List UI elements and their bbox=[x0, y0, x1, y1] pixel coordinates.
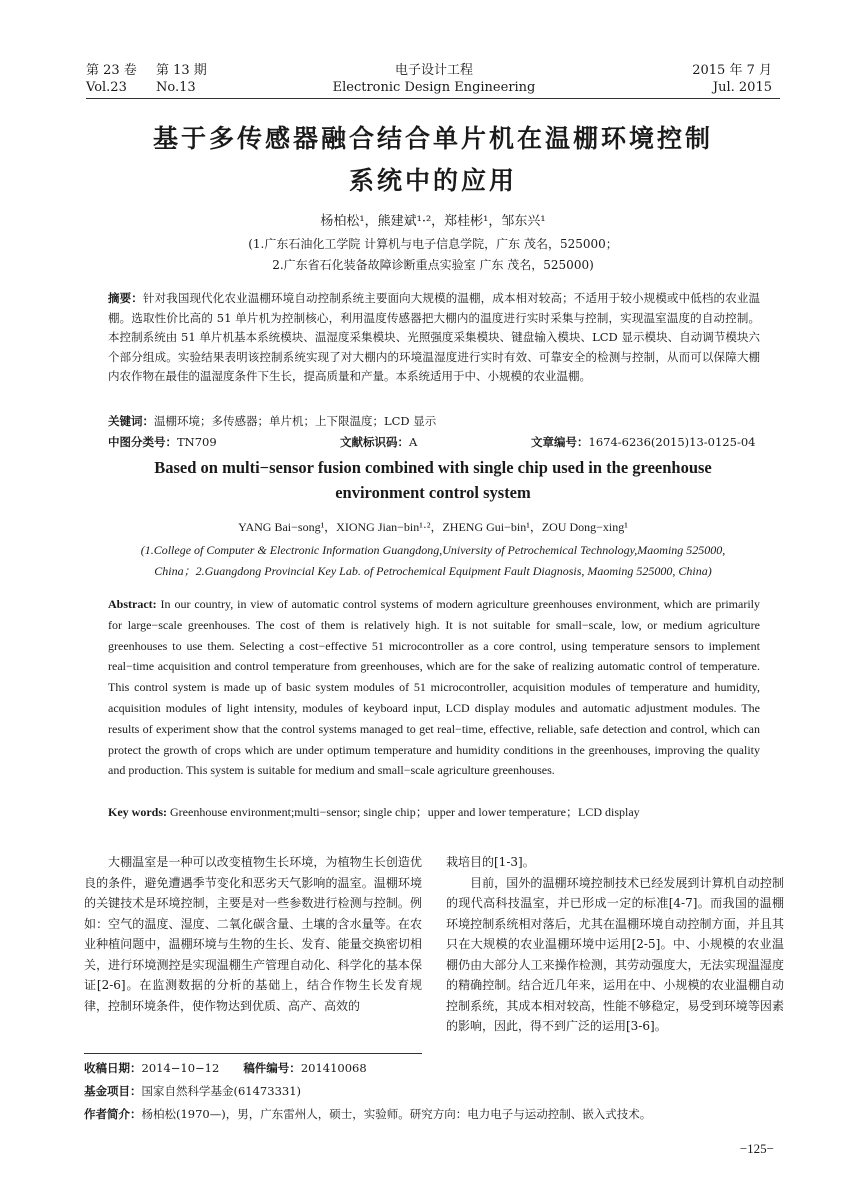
title-cn-line2: 系统中的应用 bbox=[348, 166, 517, 195]
journal-date bbox=[692, 62, 772, 96]
date-en: Jul. 2015 bbox=[712, 80, 772, 95]
body-column-right bbox=[446, 852, 784, 1037]
page-number: −125− bbox=[739, 1141, 774, 1156]
keywords-en-label: Key words: bbox=[108, 805, 167, 819]
bio-label: 作者简介： bbox=[84, 1107, 142, 1121]
journal-name-en: Electronic Design Engineering bbox=[332, 80, 536, 95]
title-cn-line1: 基于多传感器融合结合单片机在温棚环境控制 bbox=[152, 124, 713, 153]
title-en-line1: Based on multi−sensor fusion combined with single chip used in the greenhouse bbox=[154, 458, 712, 477]
paper-title-cn bbox=[86, 118, 780, 202]
journal-volume-issue bbox=[86, 62, 207, 96]
author-bio bbox=[84, 1104, 784, 1125]
volume-cn: 第 23 卷 bbox=[86, 63, 137, 78]
affiliation-en-line2: China；2.Guangdong Provincial Key Lab. of Petrochemical Equipment Fault Diagnosis, Maoming 525000, China) bbox=[154, 564, 712, 578]
keywords-en bbox=[108, 803, 640, 820]
clc-label: 中图分类号： bbox=[108, 435, 177, 449]
title-en-line2: environment control system bbox=[335, 483, 531, 502]
received-date: 2014−10−12 bbox=[141, 1061, 220, 1075]
affiliation-en-line1: (1.College of Computer & Electronic Information Guangdong,University of Petrochemical Technology,Maoming 525000, bbox=[140, 543, 726, 557]
affiliations-cn bbox=[86, 234, 780, 276]
body-paragraph: 大棚温室是一种可以改变植物生长环境，为植物生长创造优良的条件，避免遭遇季节变化和恶劣天气影响的温室。温棚环境的关键技术是环境控制，主要是对一些参数进行检测与控制。例如：空气的温度、湿度、二氧化碳含量、土壤的含水量等。在农业种植问题中，温棚环境与生物的生长、发育、能量交换密切相关，进行环境测控是实现温棚生产管理自动化、科学化的基本保证[2-6]。在监测数据的分析的基础上，结合作物生长发育规律，控制环境条件，使作物达到优质、高产、高效的 bbox=[84, 855, 422, 1013]
body-paragraph: 目前，国外的温棚环境控制技术已经发展到计算机自动控制的现代高科技温室，并已形成一定的标准[4-7]。而我国的温棚环境控制系统相对落后，尤其在温棚环境自动控制方面，并且其只在大规模的农业温棚环境中运用[2-5]。中、小规模的农业温棚仍由大部分人工来操作检测，其劳动强度大，无法实现温湿度的精确控制。结合近几年来，运用在中、小规模的农业温棚自动控制系统，其成本相对较高，性能不够稳定，易受到环境等因素的影响，因此，得不到广泛的运用[3-6]。 bbox=[446, 875, 784, 1033]
article-label: 文章编号： bbox=[531, 435, 589, 449]
issue-cn: 第 13 期 bbox=[156, 63, 207, 78]
abstract-cn-label: 摘要： bbox=[108, 291, 143, 305]
received-info bbox=[84, 1058, 367, 1079]
volume-en: Vol.23 bbox=[86, 80, 127, 95]
fund-label: 基金项目： bbox=[84, 1084, 142, 1098]
doc-code bbox=[340, 434, 417, 450]
keywords-en-text: Greenhouse environment;multi−sensor; single chip；upper and lower temperature；LCD display bbox=[167, 805, 640, 819]
clc-value: TN709 bbox=[177, 435, 217, 449]
received-label: 收稿日期： bbox=[84, 1061, 142, 1075]
affiliations-en bbox=[86, 540, 780, 582]
manuscript-number: 201410068 bbox=[300, 1061, 367, 1075]
fund-value: 国家自然科学基金(61473331) bbox=[141, 1084, 302, 1098]
date-cn: 2015 年 7 月 bbox=[692, 63, 772, 78]
fund-info bbox=[84, 1081, 301, 1102]
keywords-cn-text: 温棚环境；多传感器；单片机；上下限温度；LCD 显示 bbox=[154, 414, 437, 428]
abstract-en bbox=[108, 594, 760, 781]
keywords-cn-label: 关键词： bbox=[108, 414, 154, 428]
footnote-rule bbox=[84, 1053, 422, 1054]
article-number bbox=[531, 434, 755, 450]
affiliation-cn-line2: 2.广东省石化装备故障诊断重点实验室 广东 茂名，525000) bbox=[272, 258, 594, 272]
authors-en: YANG Bai−song¹，XIONG Jian−bin¹·²，ZHENG Gui−bin¹，ZOU Dong−xing¹ bbox=[238, 520, 628, 534]
abstract-cn-text: 针对我国现代化农业温棚环境自动控制系统主要面向大规模的温棚，成本相对较高；不适用于较小规模或中低档的农业温棚。选取性价比高的 51 单片机为控制核心，利用温度传感器把大棚内的温度进行实时采集与控制，实现温室温度的自动控制。本控制系统由 51 单片机基本系统模块、温湿度采集模块、光照强度采集模块、键盘输入模块、LCD 显示模块、自动调节模块六个部分组成。实验结果表明该控制系统实现了对大棚内的环境温湿度进行实时有效、可靠安全的检测与控制，从而可以保障大棚内农作物在最佳的温湿度条件下生长，提高质量和产量。本系统适用于中、小规模的农业温棚。 bbox=[108, 291, 760, 383]
abstract-en-text: In our country, in view of automatic control systems of modern agriculture greenhouses environment, which are primarily for large−scale greenhouses. The cost of them is relatively high. It is not suitable for small−scale, low, or medium agriculture greenhouses to use them. Selecting a cost−effective 51 microcontroller as a core control, using temperature sensors to implement real−time acquisition and control temperature from greenhouses, which are for the sake of realizing automatic control of temperature. This control system is made up of basic system modules of 51 microcontroller, acquisition modules of temperature and humidity, acquisition modules of light intensity, modules of keyboard input, LCD display modules and automatic adjustment modules. The results of experiment show that the control systems managed to get real−time, effective, reliable, safe detection and control, which can protect the growth of crops which are under optimum temperature and humidity conditions in the greenhouses, improving the quality and production. This system is suitable for medium and small−scale agriculture greenhouses. bbox=[108, 597, 760, 778]
doc-value: A bbox=[409, 435, 418, 449]
journal-name bbox=[300, 62, 568, 96]
article-value: 1674-6236(2015)13-0125-04 bbox=[588, 435, 756, 449]
journal-name-cn: 电子设计工程 bbox=[394, 63, 473, 78]
abstract-en-label: Abstract: bbox=[108, 597, 157, 611]
abstract-cn bbox=[108, 289, 760, 387]
bio-value: 杨柏松(1970—)，男，广东雷州人，硕士，实验师。研究方向：电力电子与运动控制、嵌入式技术。 bbox=[141, 1107, 652, 1121]
body-column-left bbox=[84, 852, 422, 1016]
manuscript-label: 稿件编号： bbox=[243, 1061, 301, 1075]
issue-en: No.13 bbox=[156, 80, 196, 95]
clc-number bbox=[108, 434, 217, 450]
paper-title-en bbox=[86, 455, 780, 505]
authors-cn: 杨柏松¹，熊建斌¹·²，郑桂彬¹，邹东兴¹ bbox=[320, 214, 546, 229]
keywords-cn bbox=[108, 413, 436, 429]
doc-label: 文献标识码： bbox=[340, 435, 409, 449]
affiliation-cn-line1: (1.广东石油化工学院 计算机与电子信息学院，广东 茂名，525000； bbox=[248, 237, 618, 251]
header-rule bbox=[86, 98, 780, 99]
body-paragraph: 栽培目的[1-3]。 bbox=[446, 855, 535, 869]
